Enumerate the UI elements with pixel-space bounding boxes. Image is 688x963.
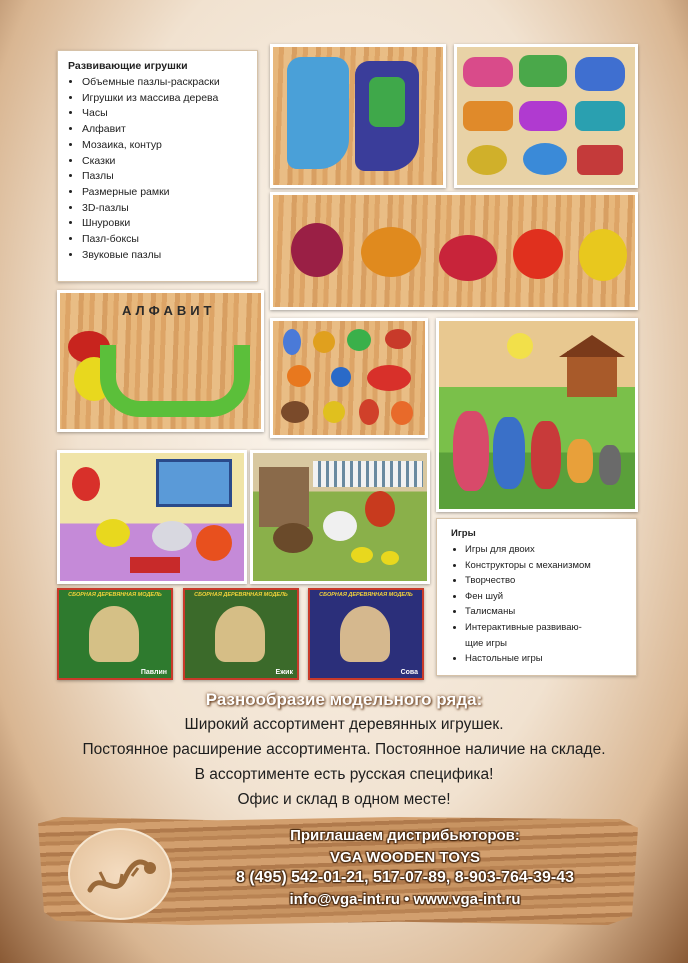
model-box (57, 588, 173, 680)
model-box (308, 588, 424, 680)
brand-name: VGA WOODEN TOYS (329, 849, 480, 866)
toys_box-item: • Алфавит (82, 122, 249, 138)
alphabet-puzzle-photo (57, 290, 264, 432)
model-box-header: СБОРНАЯ ДЕРЕВЯННАЯ МОДЕЛЬ (319, 592, 413, 598)
promo-line-1: Широкий ассортимент деревянных игрушек. (184, 716, 504, 733)
toys_box-item: • Игрушки из массива дерева (82, 91, 249, 107)
counting-puzzles-photo (454, 44, 638, 188)
model-box-header: СБОРНАЯ ДЕРЕВЯННАЯ МОДЕЛЬ (68, 592, 162, 598)
lacing-boots-photo (270, 44, 446, 188)
toys_box-item: • Часы (82, 106, 249, 122)
toys_box-item: • Размерные рамки (82, 185, 249, 201)
phone-numbers: 8 (495) 542-01-21, 517-07-89, 8-903-764-39-43 (235, 869, 574, 886)
toys_box-item: • 3D-пазлы (82, 201, 249, 217)
games_box-item: • Игры для двоих (465, 542, 628, 558)
toys-list-box (57, 50, 258, 282)
farm-puzzle-photo (250, 450, 430, 584)
games-list (451, 542, 628, 667)
games-list-box (436, 518, 637, 676)
invite-text: Приглашаем дистрибьюторов: (290, 827, 520, 844)
toys_box-item: • Звуковые пазлы (82, 248, 249, 264)
model-name: Павлин (140, 669, 167, 676)
model-box-header: СБОРНАЯ ДЕРЕВЯННАЯ МОДЕЛЬ (194, 592, 288, 598)
promo-line-4: Офис и склад в одном месте! (237, 791, 451, 808)
toys_box-item: • Мозаика, контур (82, 138, 249, 154)
vegetables-puzzle-photo (270, 192, 638, 310)
games-list-title: Игры (451, 528, 476, 539)
dragon-emblem (68, 828, 172, 920)
shapes-puzzle-photo (270, 318, 428, 438)
model-figure (89, 606, 139, 662)
model-figure (215, 606, 265, 662)
playroom-puzzle-photo (57, 450, 247, 584)
promo-line-2: Постоянное расширение ассортимента. Постоянное наличие на складе. (82, 741, 606, 758)
fairytale-puzzle-photo (436, 318, 638, 512)
model-figure (340, 606, 390, 662)
promo-line-3: В ассортименте есть русская специфика! (194, 766, 494, 783)
toys_box-item: • Шнуровки (82, 216, 249, 232)
games_box-item: • Фен шуй (465, 589, 628, 605)
model-name: Сова (400, 669, 418, 676)
alphabet-title: АЛФАВИТ (122, 303, 216, 318)
games_box-item: • Творчество (465, 573, 628, 589)
toys_box-item: • Пазлы (82, 169, 249, 185)
web-contacts: info@vga-int.ru • www.vga-int.ru (289, 891, 521, 908)
games_box-item: • Интерактивные развиваю- щие игры (465, 620, 628, 651)
toys_box-item: • Сказки (82, 154, 249, 170)
toys-list-title: Развивающие игрушки (68, 60, 188, 72)
promo-heading: Разнообразие модельного ряда: (205, 690, 483, 709)
model-name: Ежик (275, 669, 293, 676)
toys_box-item: • Объемные пазлы-раскраски (82, 75, 249, 91)
games_box-item: • Конструкторы с механизмом (465, 558, 628, 574)
model-box (183, 588, 299, 680)
games_box-item: • Настольные игры (465, 651, 628, 667)
toys-list (68, 75, 249, 263)
dragon-icon (70, 830, 170, 918)
toys_box-item: • Пазл-боксы (82, 232, 249, 248)
games_box-item: • Талисманы (465, 604, 628, 620)
